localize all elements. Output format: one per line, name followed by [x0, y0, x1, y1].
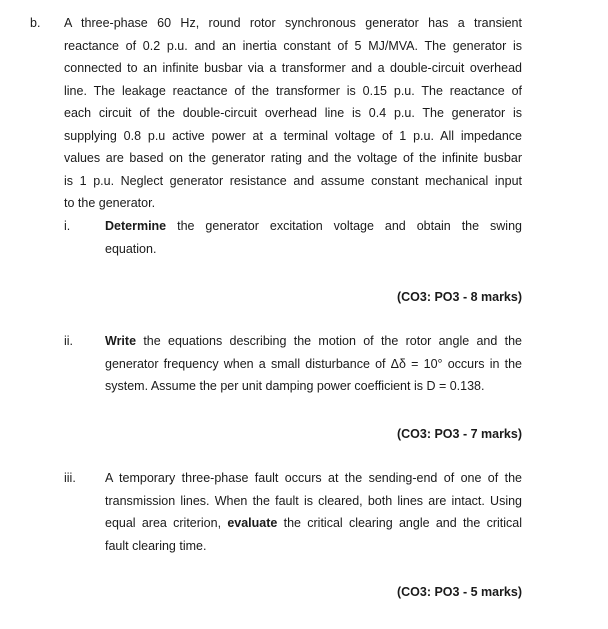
part-ii-line1-rest: the equations describing the motion of the rotor angle and the: [136, 334, 522, 348]
part-i-number: i.: [64, 219, 71, 233]
part-iii-marks: (CO3: PO3 - 5 marks): [396, 585, 522, 599]
part-iii-line: [105, 512, 522, 535]
part-iii-text: [105, 467, 522, 557]
intro-line: supplying 0.8 p.u active power at a terminal voltage of 1 p.u. All impedance: [64, 128, 522, 143]
part-iii-number: iii.: [64, 471, 76, 485]
part-ii-line: system. Assume the per unit damping power coefficient is D = 0.138.: [105, 379, 485, 393]
question-label: b.: [30, 16, 41, 30]
part-ii-number: ii.: [64, 334, 74, 348]
part-i-line1-rest: the generator excitation voltage and obtain the swing: [166, 219, 522, 233]
part-i-keyword: Determine: [105, 219, 167, 233]
intro-line: A three-phase 60 Hz, round rotor synchronous generator has a transient: [64, 16, 522, 30]
intro-line: is 1 p.u. Neglect generator resistance and assume constant mechanical input: [64, 173, 522, 188]
part-i-line: [105, 215, 522, 238]
part-ii-line: generator frequency when a small disturbance of Δδ = 10° occurs in the: [105, 356, 522, 371]
part-i-text: [105, 215, 522, 260]
part-ii-marks: (CO3: PO3 - 7 marks): [396, 427, 522, 441]
part-i-marks: (CO3: PO3 - 8 marks): [396, 290, 522, 304]
intro-line: connected to an infinite busbar via a transformer and a double-circuit overhead: [64, 61, 522, 75]
intro-line: reactance of 0.2 p.u. and an inertia constant of 5 MJ/MVA. The generator is: [64, 38, 522, 53]
part-iii-line: transmission lines. When the fault is cleared, both lines are intact. Using: [105, 493, 522, 508]
question-intro: [64, 12, 522, 215]
part-iii-line3-post: the critical clearing angle and the critical: [277, 516, 522, 530]
part-ii-keyword: Write: [105, 334, 137, 348]
part-iii-line3-pre: equal area criterion,: [105, 516, 228, 530]
intro-line: each circuit of the double-circuit overhead line is 0.4 p.u. The generator is: [64, 106, 522, 120]
intro-line: to the generator.: [64, 196, 156, 210]
part-iii-keyword: evaluate: [227, 516, 278, 530]
part-ii-text: [105, 330, 522, 398]
part-i-line: equation.: [105, 241, 157, 256]
intro-line: values are based on the generator rating and the voltage of the infinite busbar: [64, 151, 522, 165]
intro-line: line. The leakage reactance of the transformer is 0.15 p.u. The reactance of: [64, 83, 522, 98]
part-iii-line: fault clearing time.: [105, 538, 207, 553]
part-ii-line: [105, 330, 522, 353]
part-iii-line: A temporary three-phase fault occurs at the sending-end of one of the: [105, 471, 522, 485]
